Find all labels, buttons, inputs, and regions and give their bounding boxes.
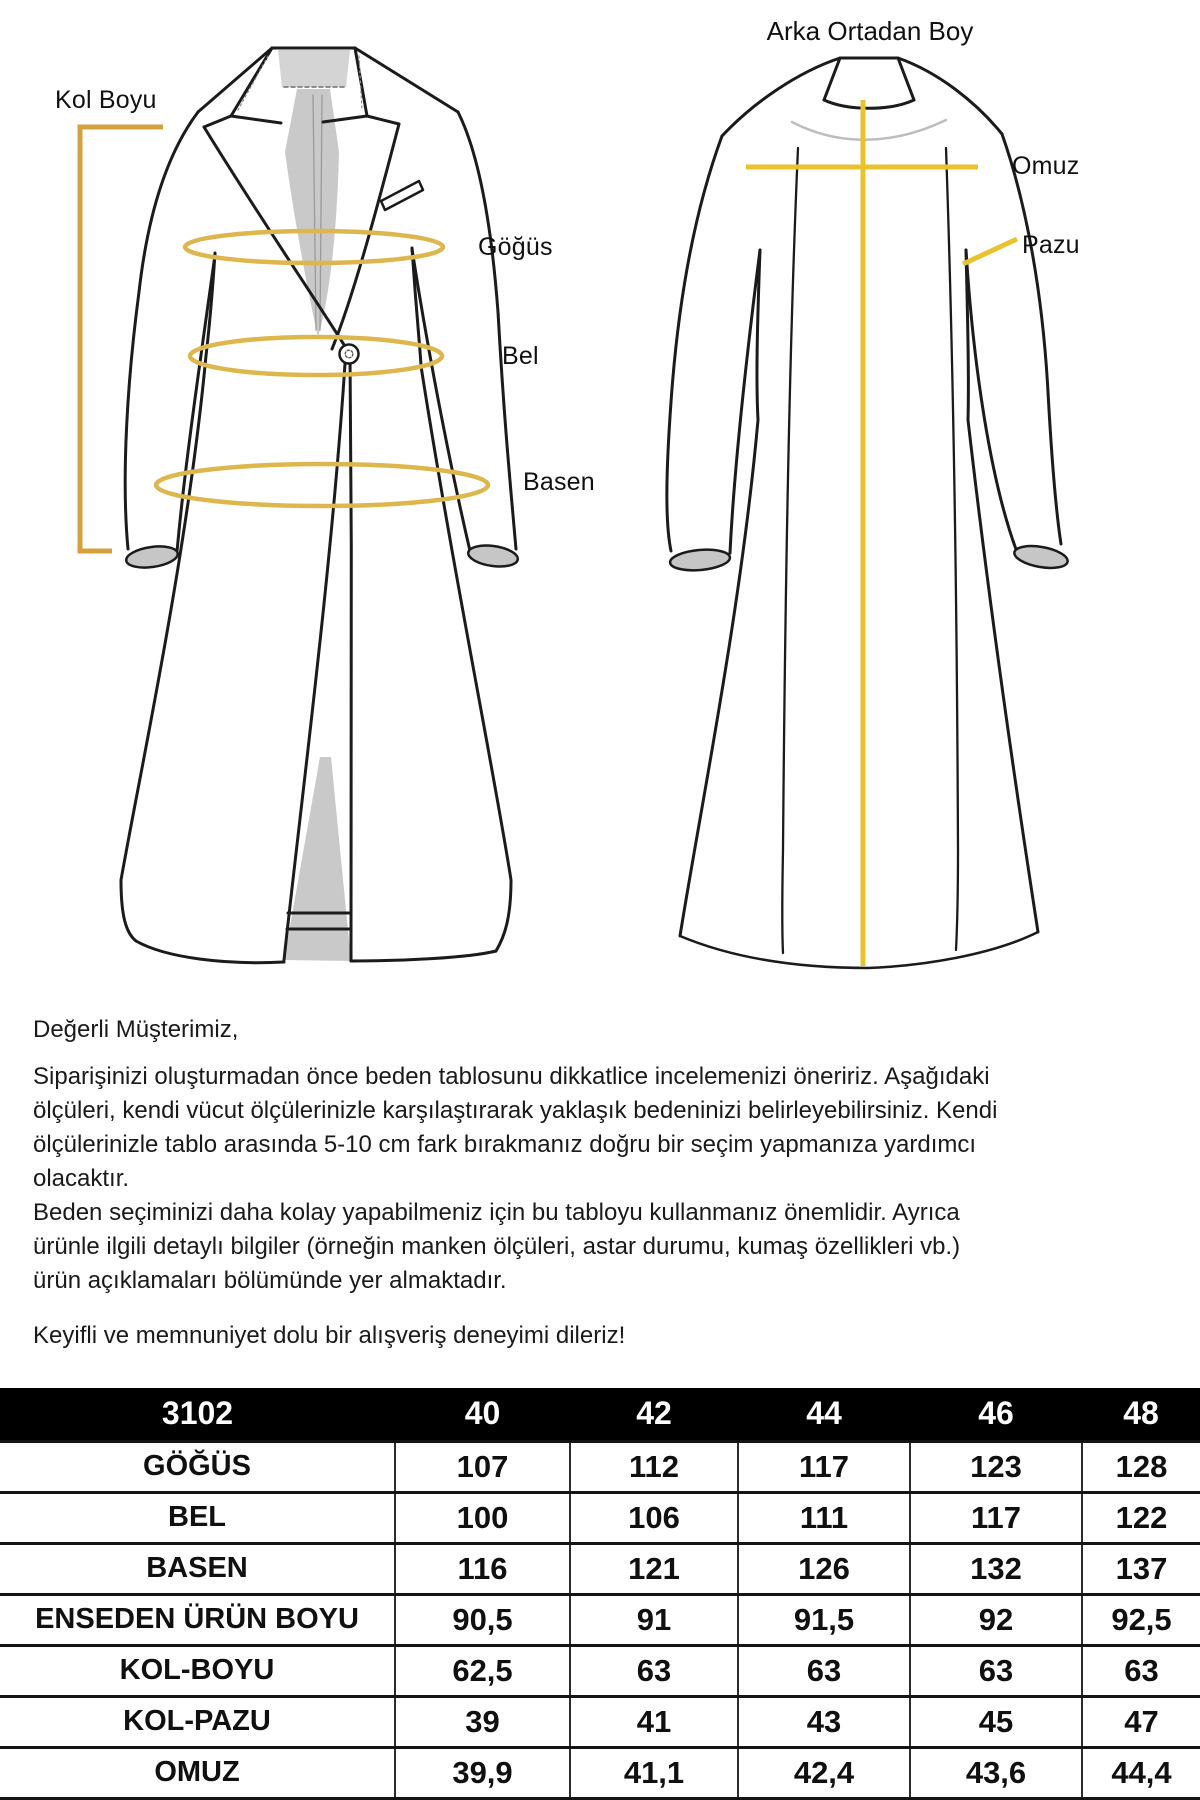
table-row: [0, 1492, 1200, 1543]
size-table-header-row: [0, 1388, 1200, 1441]
size-cell: 41,1: [570, 1747, 738, 1798]
label-bicep: Pazu: [1022, 231, 1080, 259]
size-cell: 63: [910, 1645, 1082, 1696]
size-column-header: 44: [806, 1395, 842, 1432]
sleeve-length-bracket: [80, 127, 163, 551]
size-cell: 92: [910, 1594, 1082, 1645]
measure-label-cell: BEL: [168, 1501, 226, 1533]
size-column-header: 42: [636, 1395, 672, 1432]
size-cell: 39: [395, 1696, 570, 1747]
measure-label-cell: BASEN: [146, 1552, 248, 1584]
breast-pocket: [381, 181, 423, 210]
note-line: ölçülerinizle tablo arasında 5-10 cm fark bırakmanız doğru bir seçim yapmanıza yardımcı: [33, 1131, 977, 1158]
measure-label-cell: OMUZ: [154, 1756, 240, 1788]
size-cell: 62,5: [395, 1645, 570, 1696]
label-sleeve-length: Kol Boyu: [55, 86, 157, 114]
size-cell: 45: [910, 1696, 1082, 1747]
size-cell: 63: [738, 1645, 910, 1696]
size-cell: 63: [1082, 1645, 1200, 1696]
closing-wish-line: Keyifli ve memnuniyet dolu bir alışveriş deneyimi dileriz!: [33, 1322, 626, 1349]
size-cell: 43,6: [910, 1747, 1082, 1798]
size-cell: 43: [738, 1696, 910, 1747]
back-left-cuff: [669, 547, 731, 572]
size-cell: 91,5: [738, 1594, 910, 1645]
size-cell: 90,5: [395, 1594, 570, 1645]
waist-ellipse: [190, 337, 442, 375]
size-column-header: 48: [1123, 1395, 1159, 1432]
note-line: ürün açıklamaları bölümünde yer almaktadır.: [33, 1267, 507, 1294]
front-button: [340, 345, 359, 364]
table-row: [0, 1594, 1200, 1645]
size-table: [0, 1388, 1200, 1800]
table-row: [0, 1747, 1200, 1798]
size-cell: 117: [738, 1441, 910, 1492]
back-right-cuff: [1013, 542, 1070, 571]
size-cell: 112: [570, 1441, 738, 1492]
measure-label-cell: KOL-BOYU: [119, 1654, 275, 1686]
collar-band-lining: [278, 50, 350, 87]
label-back-center-length: Arka Ortadan Boy: [766, 16, 974, 46]
size-cell: 41: [570, 1696, 738, 1747]
hip-ellipse: [156, 464, 488, 506]
customer-note-body: [33, 1060, 997, 1298]
back-coat-drawing: [667, 58, 1069, 968]
customer-note: [33, 1016, 1193, 1294]
size-column-header: 40: [464, 1395, 501, 1432]
front-left-cuff: [125, 543, 179, 570]
size-cell: 106: [570, 1492, 738, 1543]
size-cell: 107: [395, 1441, 570, 1492]
note-line: olacaktır.: [33, 1165, 130, 1192]
size-cell: 111: [738, 1492, 910, 1543]
size-cell: 137: [1082, 1543, 1200, 1594]
label-shoulder: Omuz: [1012, 152, 1080, 180]
table-row: [0, 1543, 1200, 1594]
size-cell: 121: [570, 1543, 738, 1594]
table-row: [0, 1441, 1200, 1492]
front-right-cuff: [467, 543, 519, 570]
label-hip: Basen: [523, 468, 595, 496]
size-cell: 128: [1082, 1441, 1200, 1492]
size-cell: 117: [910, 1492, 1082, 1543]
label-chest: Göğüs: [478, 233, 553, 261]
note-line: ürünle ilgili detaylı bilgiler (örneğin manken ölçüleri, astar durumu, kumaş özellikleri vb.): [33, 1233, 961, 1260]
size-cell: 123: [910, 1441, 1082, 1492]
size-cell: 91: [570, 1594, 738, 1645]
size-cell: 92,5: [1082, 1594, 1200, 1645]
label-waist: Bel: [502, 342, 539, 370]
bicep-line: [963, 239, 1017, 264]
measure-label-cell: ENSEDEN ÜRÜN BOYU: [35, 1603, 359, 1635]
table-row: [0, 1696, 1200, 1747]
size-cell: 100: [395, 1492, 570, 1543]
size-cell: 122: [1082, 1492, 1200, 1543]
lapel-lining: [285, 89, 339, 337]
size-column-header: 46: [978, 1395, 1014, 1432]
size-cell: 42,4: [738, 1747, 910, 1798]
note-line: Beden seçiminizi daha kolay yapabilmeniz için bu tabloyu kullanmanız önemlidir. Ayrıca: [33, 1199, 960, 1226]
size-cell: 132: [910, 1543, 1082, 1594]
size-cell: 44,4: [1082, 1747, 1200, 1798]
customer-note-heading: Değerli Müşterimiz,: [33, 1016, 239, 1043]
size-cell: 116: [395, 1543, 570, 1594]
note-line: ölçüleri, kendi vücut ölçülerinizle karşılaştırarak yaklaşık bedeninizi belirleyebilirsiniz. Kendi: [33, 1097, 998, 1124]
model-number-header: 3102: [161, 1395, 234, 1432]
measurement-marks: [80, 100, 1017, 966]
table-row: [0, 1645, 1200, 1696]
note-line: Siparişinizi oluşturmadan önce beden tablosunu dikkatlice incelemenizi öneririz. Aşağıdaki: [33, 1063, 990, 1090]
size-cell: 63: [570, 1645, 738, 1696]
size-cell: 47: [1082, 1696, 1200, 1747]
measure-label-cell: GÖĞÜS: [143, 1450, 251, 1482]
size-cell: 126: [738, 1543, 910, 1594]
measure-label-cell: KOL-PAZU: [123, 1705, 271, 1737]
size-cell: 39,9: [395, 1747, 570, 1798]
